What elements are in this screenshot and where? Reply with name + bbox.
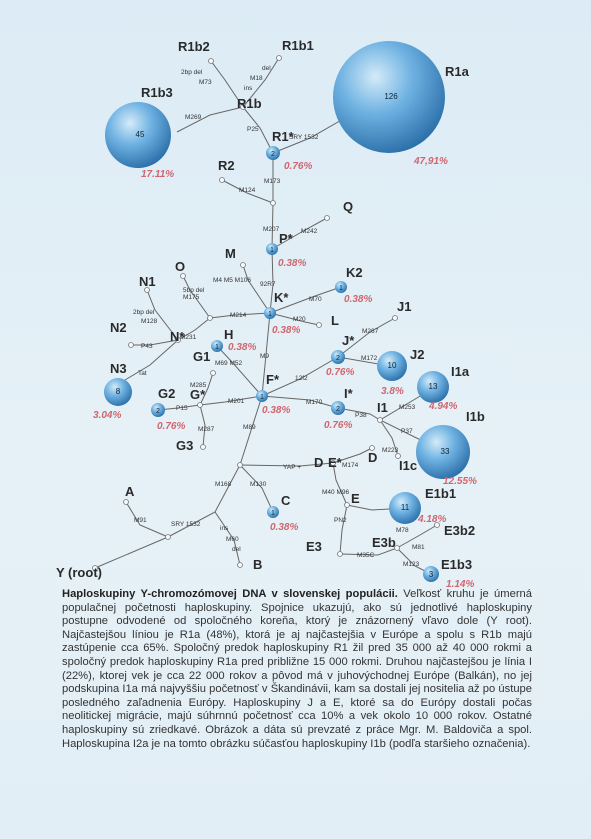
mut-92r7: 92R7 (260, 281, 276, 288)
caption-title: Haploskupiny Y-chromozómovej DNA v slovenskej populácii. (62, 588, 398, 600)
dot-R2 (220, 178, 225, 183)
label-R1b3: R1b3 (141, 85, 173, 100)
count-K: 1 (268, 310, 272, 318)
label-C: C (281, 493, 291, 508)
mut-m253: M253 (399, 404, 416, 411)
mut-m175: M175 (183, 294, 200, 301)
dot-B (238, 563, 243, 568)
pct-C: 0.38% (270, 522, 299, 533)
label-E1b1: E1b1 (425, 486, 457, 501)
label-I1a: I1a (451, 364, 470, 379)
label-Q: Q (343, 199, 354, 214)
mut-m35c: M35C (357, 552, 375, 559)
pct-R1a: 47,91% (414, 156, 448, 167)
count-R1: 2 (271, 150, 275, 158)
pct-K2: 0.38% (344, 294, 373, 305)
label-E1b3: E1b3 (441, 557, 473, 572)
count-N3: 8 (115, 387, 121, 397)
label-G3: G3 (176, 438, 194, 453)
count-R1a: 126 (384, 92, 398, 102)
mut-del-r1b1: del (262, 65, 271, 72)
mut-m207: M207 (263, 226, 280, 233)
mut-ins-r1b: ins (244, 85, 253, 92)
count-H: 1 (215, 343, 219, 351)
mut-m201: M201 (228, 398, 245, 405)
mut-12f2: 12f2 (295, 375, 308, 382)
label-K: K* (274, 290, 289, 305)
mut-m123: M123 (403, 561, 420, 568)
mut-m287: M287 (198, 426, 215, 433)
edge-C (240, 465, 273, 512)
dot-G1 (211, 371, 216, 376)
mut-p38: P38 (355, 412, 367, 419)
dot-R1b2 (209, 59, 214, 64)
label-N3: N3 (110, 361, 127, 376)
mut-m267: M267 (362, 328, 379, 335)
mut-m4m5m106: M4 M5 M106 (213, 277, 251, 284)
dot-root-hub (166, 535, 171, 540)
count-F: 1 (260, 393, 264, 401)
mut-m242: M242 (301, 228, 318, 235)
label-I1c: I1c (399, 458, 418, 473)
label-G2: G2 (158, 386, 176, 401)
label-L: L (331, 313, 339, 328)
dot-I1 (378, 418, 383, 423)
mut-sry1532: SRY 1532 (289, 134, 319, 141)
mut-pn2: PN2 (334, 517, 347, 524)
label-R1: R1* (272, 129, 294, 144)
mut-p43: P43 (141, 343, 153, 350)
mut-sry1532b: SRY 1532 (171, 521, 201, 528)
mut-m9: M9 (260, 353, 270, 360)
label-R1b: R1b (237, 96, 262, 111)
label-G: G* (190, 387, 206, 402)
dot-CF (238, 463, 243, 468)
mut-m81: M81 (412, 544, 425, 551)
pct-R1: 0.76% (284, 161, 313, 172)
mut-m89: M89 (243, 424, 256, 431)
dot-L (317, 323, 322, 328)
label-R1b1: R1b1 (282, 38, 314, 53)
mut-m285: M285 (190, 382, 207, 389)
label-A: A (125, 484, 135, 499)
mut-m223: M223 (382, 447, 399, 454)
mut-m40m96: M40 M96 (322, 489, 350, 496)
dot-E (345, 503, 350, 508)
edge-root (95, 537, 168, 568)
mut-m60: M60 (226, 536, 239, 543)
label-E: E* (328, 455, 342, 470)
count-E1b1: 11 (400, 503, 410, 513)
pct-P: 0.38% (278, 258, 307, 269)
mut-m91: M91 (134, 517, 147, 524)
label-M: M (225, 246, 236, 261)
label-N: N* (170, 329, 185, 344)
label-I: I* (344, 386, 353, 401)
count-J: 2 (336, 354, 340, 362)
pct-R1b3: 17.11% (141, 169, 175, 180)
label-E3b2: E3b2 (444, 523, 476, 538)
dot-E3 (338, 552, 343, 557)
mut-5bp-del: 5bp del (183, 287, 205, 294)
pct-N3: 3.04% (93, 410, 122, 421)
pct-H: 0.38% (228, 342, 257, 353)
pct-G2: 0.76% (157, 421, 186, 432)
mut-p15: P15 (176, 405, 188, 412)
mut-m174: M174 (342, 462, 359, 469)
pct-I1a: 4.94% (429, 401, 458, 412)
label-J: J* (342, 333, 355, 348)
mut-yap: YAP + (283, 464, 302, 471)
edge-E3 (340, 505, 347, 554)
caption (62, 588, 532, 751)
mut-m168: M168 (215, 481, 232, 488)
mut-m124: M124 (239, 187, 256, 194)
edge-K-M (243, 265, 270, 313)
count-P: 1 (270, 246, 274, 254)
label-E3: E3 (306, 539, 322, 554)
mut-2bp-del-r: 2bp del (181, 69, 203, 76)
count-R1b3: 45 (135, 130, 145, 140)
dot-O (181, 274, 186, 279)
count-I1a: 13 (428, 382, 438, 392)
label-E3b: E3b (372, 535, 396, 550)
mut-ins-b: ins (220, 525, 229, 532)
label-I1: I1 (377, 400, 388, 415)
dot-G (198, 403, 203, 408)
label-E-low: E (351, 491, 360, 506)
mut-2bp-del-n: 2bp del (133, 309, 155, 316)
dot-R (271, 201, 276, 206)
mut-m20: M20 (293, 316, 306, 323)
mut-m69m52: M69 M52 (215, 360, 243, 367)
label-J1: J1 (397, 299, 412, 314)
count-G2: 2 (156, 407, 160, 415)
label-I1b: I1b (466, 409, 485, 424)
mut-m70: M70 (309, 296, 322, 303)
mut-m170: M170 (306, 399, 323, 406)
mut-m128: M128 (141, 318, 158, 325)
mut-m18: M18 (250, 75, 263, 82)
pct-E1b1: 4.18% (418, 514, 447, 525)
mut-m172: M172 (361, 355, 378, 362)
mut-m269: M269 (185, 114, 202, 121)
count-I1b: 33 (440, 447, 450, 457)
pct-J: 0.76% (326, 367, 355, 378)
dot-NO (208, 316, 213, 321)
dot-M (241, 263, 246, 268)
label-R2: R2 (218, 158, 235, 173)
pct-K: 0.38% (272, 325, 301, 336)
mut-m78: M78 (396, 527, 409, 534)
label-Y-root: Y (root) (56, 565, 102, 580)
pct-F: 0.38% (262, 405, 291, 416)
label-D: D (314, 455, 324, 470)
dot-R1b1 (277, 56, 282, 61)
mut-tat: Tat (138, 370, 147, 377)
mut-del-b: del (232, 546, 241, 553)
count-J2: 10 (387, 361, 397, 371)
mut-m214: M214 (230, 312, 247, 319)
label-G1: G1 (193, 349, 211, 364)
label-O: O (175, 259, 186, 274)
label-F: F* (266, 372, 279, 387)
mut-m231: M231 (180, 334, 197, 341)
pct-E1b3: 1.14% (446, 579, 475, 590)
label-K2: K2 (346, 265, 363, 280)
edge-F-H (215, 343, 262, 396)
mut-m173: M173 (264, 178, 281, 185)
mut-p37: P37 (401, 428, 413, 435)
dot-A (124, 500, 129, 505)
mut-m130: M130 (250, 481, 267, 488)
mut-m73: M73 (199, 79, 212, 86)
label-B: B (253, 557, 263, 572)
pct-I: 0.76% (324, 420, 353, 431)
count-C: 1 (271, 509, 275, 517)
caption-body: Veľkosť kruhu je úmerná populačnej početnosti haploskupiny. Spojnice ukazujú, ako sú jednotlivé haploskupiny postupne odvodené od spoločného koreňa, ktorý je znázornený vľavo dole (Y root). Najčastejšou líniou je R1a (48%), ktorá je aj najčastejšia v Európe a spolu s R1b majú zastúpenie cca 65%. Spoločný predok haploskupiny R1 žil pred 35 000 až 40 000 rokmi a spoločný predok haploskupiny R1a pred približne 15 000 rokmi. Druhou najčastejšou je línia I (22%), ktorej vek je cca 22 000 rokov a pôvod má v juhovýchodnej Európe (Balkán), no jej podskupina I1a má najvyššiu početnosť v Škandinávii, kam sa dostali jej nositelia až po ústupe posledného zaľadnenia Európy. Haploskupiny J a E, ktoré sa do Európy dostali počas neolitickej migrácie, majú súhrnnú početnosť cca 10% a vek okolo 10 000 rokov. Ostatné haploskupiny sú zriedkavé. Obrázok a dáta sú prevzaté z práce Mgr. M. Baldoviča a spol. Haploskupina I2a je na tomto obrázku súčasťou haploskupiny I1b (podľa staršieho označenia). (62, 588, 532, 750)
pct-I1b: 12.55% (443, 476, 477, 487)
count-K2: 1 (339, 284, 343, 292)
count-I: 2 (336, 405, 340, 413)
dot-G3 (201, 445, 206, 450)
dot-J1 (393, 316, 398, 321)
dot-Q (325, 216, 330, 221)
label-H: H (224, 327, 234, 342)
label-R1a: R1a (445, 64, 469, 79)
label-P: P* (279, 231, 293, 246)
mut-p25: P25 (247, 126, 259, 133)
percentages (93, 156, 477, 590)
dot-N2 (129, 343, 134, 348)
count-E1b3: 3 (428, 570, 434, 580)
label-J2: J2 (410, 347, 425, 362)
label-R1b2: R1b2 (178, 39, 210, 54)
edge-A (126, 502, 168, 537)
pct-J2: 3.8% (381, 386, 404, 397)
label-N2: N2 (110, 320, 127, 335)
label-D-leaf: D (368, 450, 378, 465)
label-N1: N1 (139, 274, 156, 289)
